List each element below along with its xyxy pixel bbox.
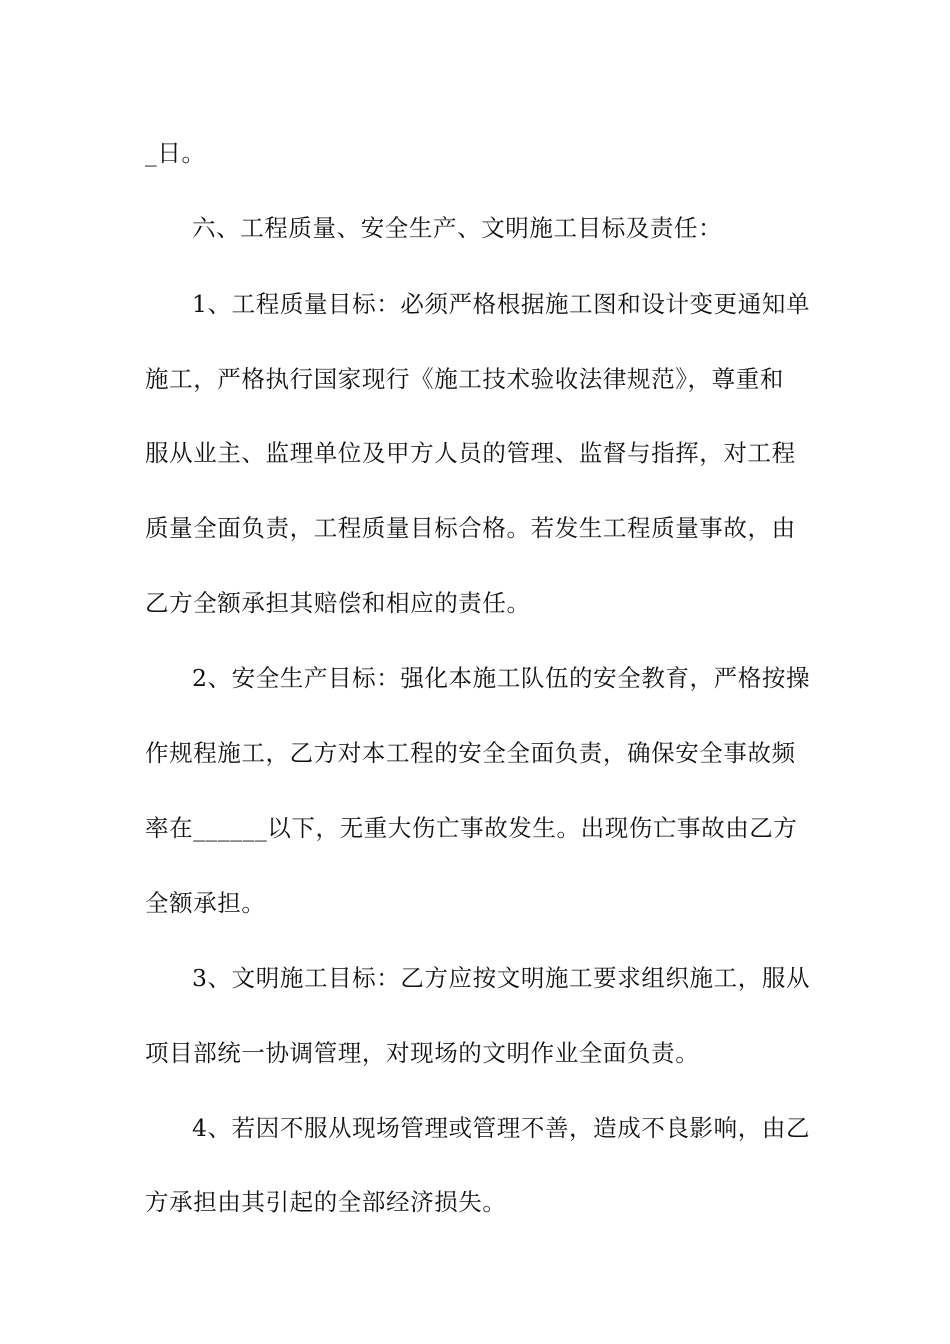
- paragraph-line: 方承担由其引起的全部经济损失。: [145, 1188, 507, 1216]
- text-line: _日。: [145, 139, 206, 167]
- paragraph-line: 服从业主、监理单位及甲方人员的管理、监督与指挥，对工程: [145, 439, 796, 467]
- section-heading: 六、工程质量、安全生产、文明施工目标及责任：: [192, 214, 723, 242]
- paragraph-line: 质量全面负责，工程质量目标合格。若发生工程质量事故，由: [145, 514, 796, 542]
- paragraph-line: 项目部统一协调管理，对现场的文明作业全面负责。: [145, 1039, 700, 1067]
- paragraph-line: 乙方全额承担其赔偿和相应的责任。: [145, 589, 531, 617]
- paragraph-line: 全额承担。: [145, 889, 266, 917]
- paragraph-line: 4、若因不服从现场管理或管理不善，造成不良影响，由乙: [192, 1114, 811, 1142]
- paragraph-line: 2、安全生产目标：强化本施工队伍的安全教育，严格按操: [192, 664, 811, 692]
- paragraph-line: 作规程施工，乙方对本工程的安全全面负责，确保安全事故频: [145, 739, 796, 767]
- paragraph-line: 率在______以下，无重大伤亡事故发生。出现伤亡事故由乙方: [145, 814, 798, 842]
- paragraph-line: 3、文明施工目标：乙方应按文明施工要求组织施工，服从: [192, 964, 811, 992]
- paragraph-line: 1、工程质量目标：必须严格根据施工图和设计变更通知单: [192, 290, 811, 318]
- paragraph-line: 施工，严格执行国家现行《施工技术验收法律规范》，尊重和: [145, 365, 784, 393]
